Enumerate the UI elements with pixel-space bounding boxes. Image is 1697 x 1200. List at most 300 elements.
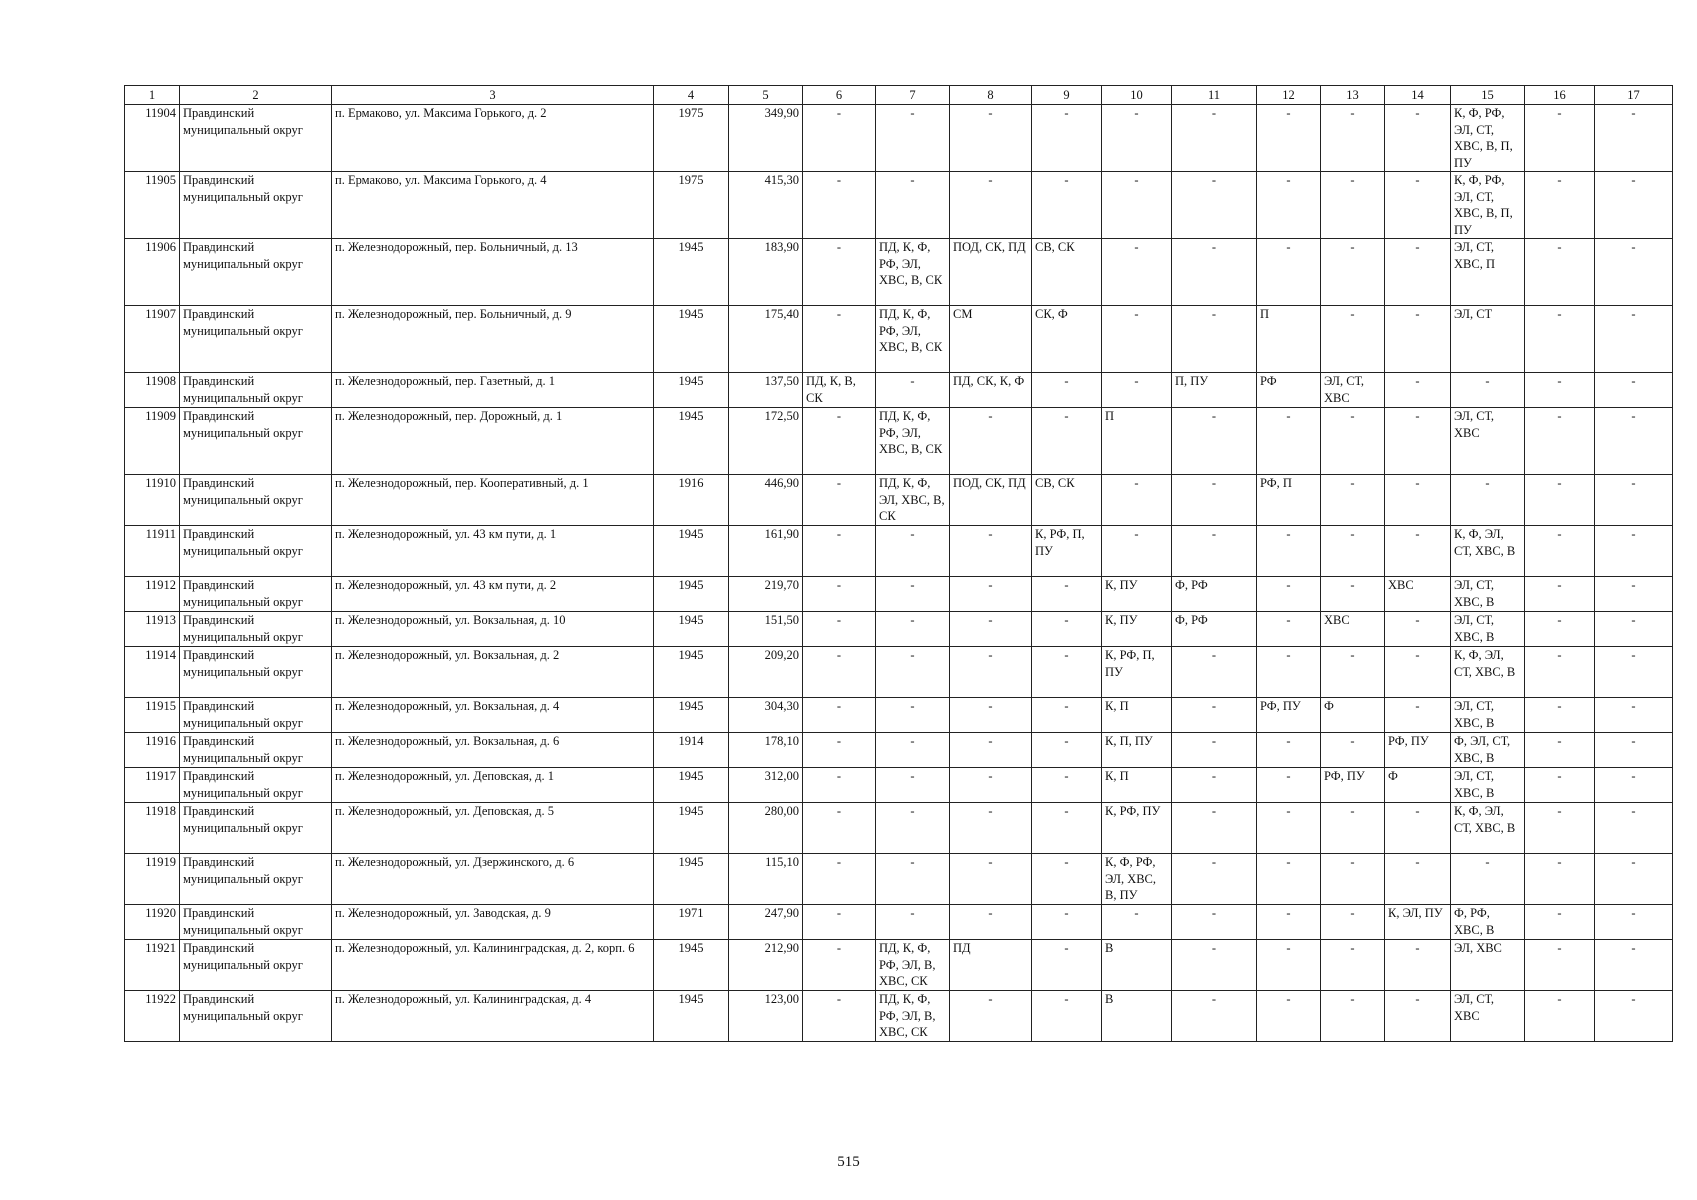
row-number-cell: 11918 bbox=[125, 803, 180, 854]
col-14-cell: - bbox=[1385, 172, 1451, 239]
municipality-cell: Правдинский муниципальный округ bbox=[180, 991, 332, 1042]
col-6-cell: - bbox=[803, 239, 876, 306]
area-cell: 175,40 bbox=[729, 306, 803, 373]
col-15-cell: - bbox=[1451, 854, 1525, 905]
col-11-cell: - bbox=[1172, 408, 1257, 475]
col-17-cell: - bbox=[1595, 940, 1673, 991]
col-14-cell: - bbox=[1385, 647, 1451, 698]
col-7-cell: - bbox=[876, 612, 950, 647]
col-10-cell: К, РФ, П, ПУ bbox=[1102, 647, 1172, 698]
col-17-cell: - bbox=[1595, 905, 1673, 940]
col-17-cell: - bbox=[1595, 475, 1673, 526]
col-10-cell: - bbox=[1102, 172, 1172, 239]
col-8-cell: - bbox=[950, 803, 1032, 854]
col-6-cell: - bbox=[803, 172, 876, 239]
row-number-cell: 11920 bbox=[125, 905, 180, 940]
col-8-cell: - bbox=[950, 647, 1032, 698]
col-17-cell: - bbox=[1595, 698, 1673, 733]
col-12-cell: - bbox=[1257, 905, 1321, 940]
year-built-cell: 1975 bbox=[654, 172, 729, 239]
col-8-cell: СМ bbox=[950, 306, 1032, 373]
table-row bbox=[125, 854, 1673, 905]
col-13-cell: - bbox=[1321, 991, 1385, 1042]
col-10-cell: К, П, ПУ bbox=[1102, 733, 1172, 768]
row-number-cell: 11905 bbox=[125, 172, 180, 239]
col-13-cell: - bbox=[1321, 647, 1385, 698]
table-row bbox=[125, 647, 1673, 698]
col-15-cell: ЭЛ, СТ, ХВС, П bbox=[1451, 239, 1525, 306]
col-16-cell: - bbox=[1525, 698, 1595, 733]
col-12-cell: - bbox=[1257, 940, 1321, 991]
col-13-cell: - bbox=[1321, 105, 1385, 172]
col-14-cell: - bbox=[1385, 475, 1451, 526]
col-8-cell: ПД bbox=[950, 940, 1032, 991]
row-number-cell: 11912 bbox=[125, 577, 180, 612]
col-14-cell: К, ЭЛ, ПУ bbox=[1385, 905, 1451, 940]
area-cell: 137,50 bbox=[729, 373, 803, 408]
col-17-cell: - bbox=[1595, 239, 1673, 306]
table-row bbox=[125, 408, 1673, 475]
col-8-cell: - bbox=[950, 733, 1032, 768]
table-row bbox=[125, 768, 1673, 803]
year-built-cell: 1914 bbox=[654, 733, 729, 768]
column-header-12: 12 bbox=[1257, 86, 1321, 105]
col-15-cell: К, Ф, РФ, ЭЛ, СТ, ХВС, В, П, ПУ bbox=[1451, 105, 1525, 172]
col-17-cell: - bbox=[1595, 733, 1673, 768]
municipality-cell: Правдинский муниципальный округ bbox=[180, 940, 332, 991]
row-number-cell: 11916 bbox=[125, 733, 180, 768]
col-9-cell: СВ, СК bbox=[1032, 239, 1102, 306]
col-10-cell: В bbox=[1102, 940, 1172, 991]
col-13-cell: - bbox=[1321, 172, 1385, 239]
row-number-cell: 11914 bbox=[125, 647, 180, 698]
col-16-cell: - bbox=[1525, 647, 1595, 698]
col-10-cell: К, ПУ bbox=[1102, 612, 1172, 647]
col-7-cell: ПД, К, Ф, ЭЛ, ХВС, В, СК bbox=[876, 475, 950, 526]
year-built-cell: 1945 bbox=[654, 408, 729, 475]
col-9-cell: - bbox=[1032, 612, 1102, 647]
col-17-cell: - bbox=[1595, 408, 1673, 475]
col-9-cell: - bbox=[1032, 408, 1102, 475]
col-14-cell: - bbox=[1385, 373, 1451, 408]
col-8-cell: - bbox=[950, 698, 1032, 733]
col-16-cell: - bbox=[1525, 803, 1595, 854]
column-header-11: 11 bbox=[1172, 86, 1257, 105]
col-14-cell: - bbox=[1385, 105, 1451, 172]
col-11-cell: - bbox=[1172, 306, 1257, 373]
col-17-cell: - bbox=[1595, 373, 1673, 408]
col-12-cell: - bbox=[1257, 768, 1321, 803]
address-cell: п. Железнодорожный, ул. Вокзальная, д. 2 bbox=[332, 647, 654, 698]
col-16-cell: - bbox=[1525, 940, 1595, 991]
row-number-cell: 11907 bbox=[125, 306, 180, 373]
col-14-cell: - bbox=[1385, 940, 1451, 991]
col-15-cell: ЭЛ, СТ bbox=[1451, 306, 1525, 373]
row-number-cell: 11909 bbox=[125, 408, 180, 475]
col-12-cell: - bbox=[1257, 577, 1321, 612]
year-built-cell: 1945 bbox=[654, 698, 729, 733]
col-7-cell: - bbox=[876, 172, 950, 239]
col-9-cell: - bbox=[1032, 803, 1102, 854]
col-8-cell: ПОД, СК, ПД bbox=[950, 475, 1032, 526]
col-10-cell: - bbox=[1102, 475, 1172, 526]
col-15-cell: ЭЛ, СТ, ХВС, В bbox=[1451, 768, 1525, 803]
col-9-cell: - bbox=[1032, 905, 1102, 940]
col-7-cell: - bbox=[876, 803, 950, 854]
col-13-cell: - bbox=[1321, 940, 1385, 991]
year-built-cell: 1945 bbox=[654, 526, 729, 577]
area-cell: 312,00 bbox=[729, 768, 803, 803]
col-13-cell: - bbox=[1321, 854, 1385, 905]
area-cell: 123,00 bbox=[729, 991, 803, 1042]
col-10-cell: - bbox=[1102, 239, 1172, 306]
year-built-cell: 1975 bbox=[654, 105, 729, 172]
registry-table bbox=[124, 85, 1673, 1042]
col-10-cell: К, П bbox=[1102, 698, 1172, 733]
col-11-cell: - bbox=[1172, 239, 1257, 306]
table-row bbox=[125, 803, 1673, 854]
col-14-cell: - bbox=[1385, 854, 1451, 905]
col-11-cell: - bbox=[1172, 991, 1257, 1042]
municipality-cell: Правдинский муниципальный округ bbox=[180, 612, 332, 647]
col-7-cell: - bbox=[876, 905, 950, 940]
table-row bbox=[125, 373, 1673, 408]
col-6-cell: - bbox=[803, 768, 876, 803]
col-10-cell: К, РФ, ПУ bbox=[1102, 803, 1172, 854]
col-17-cell: - bbox=[1595, 768, 1673, 803]
area-cell: 151,50 bbox=[729, 612, 803, 647]
area-cell: 183,90 bbox=[729, 239, 803, 306]
year-built-cell: 1945 bbox=[654, 803, 729, 854]
area-cell: 280,00 bbox=[729, 803, 803, 854]
column-header-1: 1 bbox=[125, 86, 180, 105]
year-built-cell: 1945 bbox=[654, 306, 729, 373]
col-16-cell: - bbox=[1525, 306, 1595, 373]
col-17-cell: - bbox=[1595, 306, 1673, 373]
year-built-cell: 1945 bbox=[654, 991, 729, 1042]
col-8-cell: - bbox=[950, 105, 1032, 172]
col-16-cell: - bbox=[1525, 105, 1595, 172]
col-13-cell: - bbox=[1321, 577, 1385, 612]
col-15-cell: ЭЛ, ХВС bbox=[1451, 940, 1525, 991]
col-17-cell: - bbox=[1595, 803, 1673, 854]
col-7-cell: - bbox=[876, 105, 950, 172]
col-16-cell: - bbox=[1525, 905, 1595, 940]
col-12-cell: - bbox=[1257, 105, 1321, 172]
col-8-cell: - bbox=[950, 408, 1032, 475]
col-16-cell: - bbox=[1525, 475, 1595, 526]
area-cell: 415,30 bbox=[729, 172, 803, 239]
col-9-cell: - bbox=[1032, 768, 1102, 803]
col-15-cell: Ф, ЭЛ, СТ, ХВС, В bbox=[1451, 733, 1525, 768]
col-16-cell: - bbox=[1525, 612, 1595, 647]
col-6-cell: - bbox=[803, 854, 876, 905]
address-cell: п. Железнодорожный, пер. Дорожный, д. 1 bbox=[332, 408, 654, 475]
table-row bbox=[125, 577, 1673, 612]
area-cell: 172,50 bbox=[729, 408, 803, 475]
col-16-cell: - bbox=[1525, 577, 1595, 612]
municipality-cell: Правдинский муниципальный округ bbox=[180, 105, 332, 172]
col-6-cell: - bbox=[803, 475, 876, 526]
municipality-cell: Правдинский муниципальный округ bbox=[180, 647, 332, 698]
table-body bbox=[125, 105, 1673, 1042]
col-11-cell: - bbox=[1172, 940, 1257, 991]
col-11-cell: Ф, РФ bbox=[1172, 612, 1257, 647]
municipality-cell: Правдинский муниципальный округ bbox=[180, 408, 332, 475]
col-11-cell: - bbox=[1172, 172, 1257, 239]
col-6-cell: - bbox=[803, 991, 876, 1042]
col-10-cell: К, ПУ bbox=[1102, 577, 1172, 612]
col-10-cell: - bbox=[1102, 306, 1172, 373]
col-13-cell: ХВС bbox=[1321, 612, 1385, 647]
municipality-cell: Правдинский муниципальный округ bbox=[180, 475, 332, 526]
year-built-cell: 1945 bbox=[654, 854, 729, 905]
area-cell: 304,30 bbox=[729, 698, 803, 733]
col-9-cell: - bbox=[1032, 940, 1102, 991]
area-cell: 212,90 bbox=[729, 940, 803, 991]
col-16-cell: - bbox=[1525, 408, 1595, 475]
address-cell: п. Железнодорожный, ул. Вокзальная, д. 10 bbox=[332, 612, 654, 647]
col-16-cell: - bbox=[1525, 526, 1595, 577]
column-header-9: 9 bbox=[1032, 86, 1102, 105]
table-row bbox=[125, 475, 1673, 526]
col-7-cell: ПД, К, Ф, РФ, ЭЛ, В, ХВС, СК bbox=[876, 940, 950, 991]
col-11-cell: - bbox=[1172, 854, 1257, 905]
row-number-cell: 11908 bbox=[125, 373, 180, 408]
col-14-cell: - bbox=[1385, 239, 1451, 306]
col-12-cell: П bbox=[1257, 306, 1321, 373]
col-14-cell: - bbox=[1385, 698, 1451, 733]
col-8-cell: - bbox=[950, 612, 1032, 647]
table-row bbox=[125, 306, 1673, 373]
municipality-cell: Правдинский муниципальный округ bbox=[180, 698, 332, 733]
column-header-3: 3 bbox=[332, 86, 654, 105]
col-17-cell: - bbox=[1595, 647, 1673, 698]
area-cell: 219,70 bbox=[729, 577, 803, 612]
column-header-6: 6 bbox=[803, 86, 876, 105]
col-14-cell: РФ, ПУ bbox=[1385, 733, 1451, 768]
year-built-cell: 1945 bbox=[654, 940, 729, 991]
col-10-cell: - bbox=[1102, 905, 1172, 940]
col-12-cell: - bbox=[1257, 854, 1321, 905]
col-16-cell: - bbox=[1525, 733, 1595, 768]
column-header-4: 4 bbox=[654, 86, 729, 105]
municipality-cell: Правдинский муниципальный округ bbox=[180, 526, 332, 577]
col-12-cell: - bbox=[1257, 239, 1321, 306]
col-14-cell: Ф bbox=[1385, 768, 1451, 803]
col-13-cell: - bbox=[1321, 306, 1385, 373]
col-9-cell: К, РФ, П, ПУ bbox=[1032, 526, 1102, 577]
col-17-cell: - bbox=[1595, 105, 1673, 172]
municipality-cell: Правдинский муниципальный округ bbox=[180, 905, 332, 940]
col-8-cell: - bbox=[950, 768, 1032, 803]
area-cell: 349,90 bbox=[729, 105, 803, 172]
col-12-cell: - bbox=[1257, 733, 1321, 768]
row-number-cell: 11917 bbox=[125, 768, 180, 803]
page-number: 515 bbox=[837, 1154, 860, 1170]
col-16-cell: - bbox=[1525, 239, 1595, 306]
address-cell: п. Железнодорожный, пер. Больничный, д. 9 bbox=[332, 306, 654, 373]
col-14-cell: - bbox=[1385, 612, 1451, 647]
col-7-cell: - bbox=[876, 854, 950, 905]
col-12-cell: - bbox=[1257, 991, 1321, 1042]
col-8-cell: - bbox=[950, 905, 1032, 940]
col-6-cell: - bbox=[803, 647, 876, 698]
col-11-cell: - bbox=[1172, 105, 1257, 172]
col-15-cell: К, Ф, ЭЛ, СТ, ХВС, В bbox=[1451, 803, 1525, 854]
column-header-8: 8 bbox=[950, 86, 1032, 105]
year-built-cell: 1945 bbox=[654, 768, 729, 803]
col-12-cell: - bbox=[1257, 647, 1321, 698]
address-cell: п. Железнодорожный, ул. Калининградская, д. 4 bbox=[332, 991, 654, 1042]
municipality-cell: Правдинский муниципальный округ bbox=[180, 373, 332, 408]
col-13-cell: РФ, ПУ bbox=[1321, 768, 1385, 803]
year-built-cell: 1945 bbox=[654, 239, 729, 306]
col-13-cell: - bbox=[1321, 905, 1385, 940]
col-8-cell: - bbox=[950, 991, 1032, 1042]
col-10-cell: В bbox=[1102, 991, 1172, 1042]
table-row bbox=[125, 172, 1673, 239]
col-15-cell: ЭЛ, СТ, ХВС, В bbox=[1451, 577, 1525, 612]
col-8-cell: ПОД, СК, ПД bbox=[950, 239, 1032, 306]
year-built-cell: 1945 bbox=[654, 577, 729, 612]
area-cell: 209,20 bbox=[729, 647, 803, 698]
column-header-5: 5 bbox=[729, 86, 803, 105]
col-15-cell: К, Ф, ЭЛ, СТ, ХВС, В bbox=[1451, 647, 1525, 698]
municipality-cell: Правдинский муниципальный округ bbox=[180, 239, 332, 306]
row-number-cell: 11913 bbox=[125, 612, 180, 647]
municipality-cell: Правдинский муниципальный округ bbox=[180, 172, 332, 239]
col-11-cell: - bbox=[1172, 733, 1257, 768]
table-row bbox=[125, 733, 1673, 768]
col-7-cell: - bbox=[876, 577, 950, 612]
col-15-cell: Ф, РФ, ХВС, В bbox=[1451, 905, 1525, 940]
col-13-cell: - bbox=[1321, 408, 1385, 475]
col-11-cell: - bbox=[1172, 475, 1257, 526]
col-11-cell: - bbox=[1172, 698, 1257, 733]
address-cell: п. Железнодорожный, пер. Кооперативный, д. 1 bbox=[332, 475, 654, 526]
row-number-cell: 11906 bbox=[125, 239, 180, 306]
year-built-cell: 1916 bbox=[654, 475, 729, 526]
col-7-cell: - bbox=[876, 647, 950, 698]
address-cell: п. Ермаково, ул. Максима Горького, д. 4 bbox=[332, 172, 654, 239]
col-11-cell: - bbox=[1172, 526, 1257, 577]
col-7-cell: ПД, К, Ф, РФ, ЭЛ, ХВС, В, СК bbox=[876, 239, 950, 306]
col-9-cell: - bbox=[1032, 647, 1102, 698]
col-17-cell: - bbox=[1595, 172, 1673, 239]
col-14-cell: - bbox=[1385, 991, 1451, 1042]
col-10-cell: П bbox=[1102, 408, 1172, 475]
address-cell: п. Железнодорожный, ул. Калининградская, д. 2, корп. 6 bbox=[332, 940, 654, 991]
municipality-cell: Правдинский муниципальный округ bbox=[180, 733, 332, 768]
col-6-cell: - bbox=[803, 940, 876, 991]
col-13-cell: ЭЛ, СТ, ХВС bbox=[1321, 373, 1385, 408]
col-15-cell: К, Ф, РФ, ЭЛ, СТ, ХВС, В, П, ПУ bbox=[1451, 172, 1525, 239]
col-11-cell: - bbox=[1172, 803, 1257, 854]
municipality-cell: Правдинский муниципальный округ bbox=[180, 577, 332, 612]
table-row bbox=[125, 698, 1673, 733]
col-11-cell: - bbox=[1172, 647, 1257, 698]
col-15-cell: ЭЛ, СТ, ХВС bbox=[1451, 991, 1525, 1042]
table-row bbox=[125, 239, 1673, 306]
column-header-7: 7 bbox=[876, 86, 950, 105]
address-cell: п. Железнодорожный, пер. Газетный, д. 1 bbox=[332, 373, 654, 408]
col-17-cell: - bbox=[1595, 526, 1673, 577]
row-number-cell: 11919 bbox=[125, 854, 180, 905]
col-6-cell: - bbox=[803, 526, 876, 577]
col-6-cell: - bbox=[803, 577, 876, 612]
col-14-cell: ХВС bbox=[1385, 577, 1451, 612]
col-14-cell: - bbox=[1385, 306, 1451, 373]
col-11-cell: - bbox=[1172, 768, 1257, 803]
col-11-cell: Ф, РФ bbox=[1172, 577, 1257, 612]
table-row bbox=[125, 905, 1673, 940]
col-16-cell: - bbox=[1525, 768, 1595, 803]
col-14-cell: - bbox=[1385, 408, 1451, 475]
col-17-cell: - bbox=[1595, 854, 1673, 905]
col-16-cell: - bbox=[1525, 172, 1595, 239]
column-header-17: 17 bbox=[1595, 86, 1673, 105]
col-7-cell: - bbox=[876, 526, 950, 577]
address-cell: п. Железнодорожный, ул. 43 км пути, д. 2 bbox=[332, 577, 654, 612]
address-cell: п. Железнодорожный, ул. 43 км пути, д. 1 bbox=[332, 526, 654, 577]
address-cell: п. Железнодорожный, ул. Вокзальная, д. 4 bbox=[332, 698, 654, 733]
col-12-cell: РФ, П bbox=[1257, 475, 1321, 526]
col-6-cell: - bbox=[803, 905, 876, 940]
col-9-cell: СК, Ф bbox=[1032, 306, 1102, 373]
row-number-cell: 11911 bbox=[125, 526, 180, 577]
col-12-cell: - bbox=[1257, 526, 1321, 577]
col-6-cell: - bbox=[803, 105, 876, 172]
address-cell: п. Железнодорожный, ул. Заводская, д. 9 bbox=[332, 905, 654, 940]
col-8-cell: - bbox=[950, 854, 1032, 905]
col-9-cell: СВ, СК bbox=[1032, 475, 1102, 526]
col-8-cell: - bbox=[950, 172, 1032, 239]
col-15-cell: ЭЛ, СТ, ХВС bbox=[1451, 408, 1525, 475]
column-header-13: 13 bbox=[1321, 86, 1385, 105]
col-17-cell: - bbox=[1595, 991, 1673, 1042]
column-header-2: 2 bbox=[180, 86, 332, 105]
col-17-cell: - bbox=[1595, 612, 1673, 647]
col-10-cell: - bbox=[1102, 526, 1172, 577]
address-cell: п. Железнодорожный, ул. Деповская, д. 1 bbox=[332, 768, 654, 803]
area-cell: 178,10 bbox=[729, 733, 803, 768]
area-cell: 115,10 bbox=[729, 854, 803, 905]
col-9-cell: - bbox=[1032, 373, 1102, 408]
col-11-cell: П, ПУ bbox=[1172, 373, 1257, 408]
row-number-cell: 11922 bbox=[125, 991, 180, 1042]
col-8-cell: - bbox=[950, 577, 1032, 612]
municipality-cell: Правдинский муниципальный округ bbox=[180, 306, 332, 373]
col-9-cell: - bbox=[1032, 577, 1102, 612]
table-row bbox=[125, 940, 1673, 991]
col-6-cell: ПД, К, В, СК bbox=[803, 373, 876, 408]
column-header-15: 15 bbox=[1451, 86, 1525, 105]
address-cell: п. Ермаково, ул. Максима Горького, д. 2 bbox=[332, 105, 654, 172]
col-16-cell: - bbox=[1525, 373, 1595, 408]
col-9-cell: - bbox=[1032, 105, 1102, 172]
year-built-cell: 1971 bbox=[654, 905, 729, 940]
col-15-cell: К, Ф, ЭЛ, СТ, ХВС, В bbox=[1451, 526, 1525, 577]
col-15-cell: ЭЛ, СТ, ХВС, В bbox=[1451, 698, 1525, 733]
col-11-cell: - bbox=[1172, 905, 1257, 940]
col-13-cell: - bbox=[1321, 526, 1385, 577]
col-10-cell: - bbox=[1102, 373, 1172, 408]
col-8-cell: ПД, СК, К, Ф bbox=[950, 373, 1032, 408]
col-7-cell: - bbox=[876, 698, 950, 733]
col-7-cell: - bbox=[876, 733, 950, 768]
col-6-cell: - bbox=[803, 698, 876, 733]
